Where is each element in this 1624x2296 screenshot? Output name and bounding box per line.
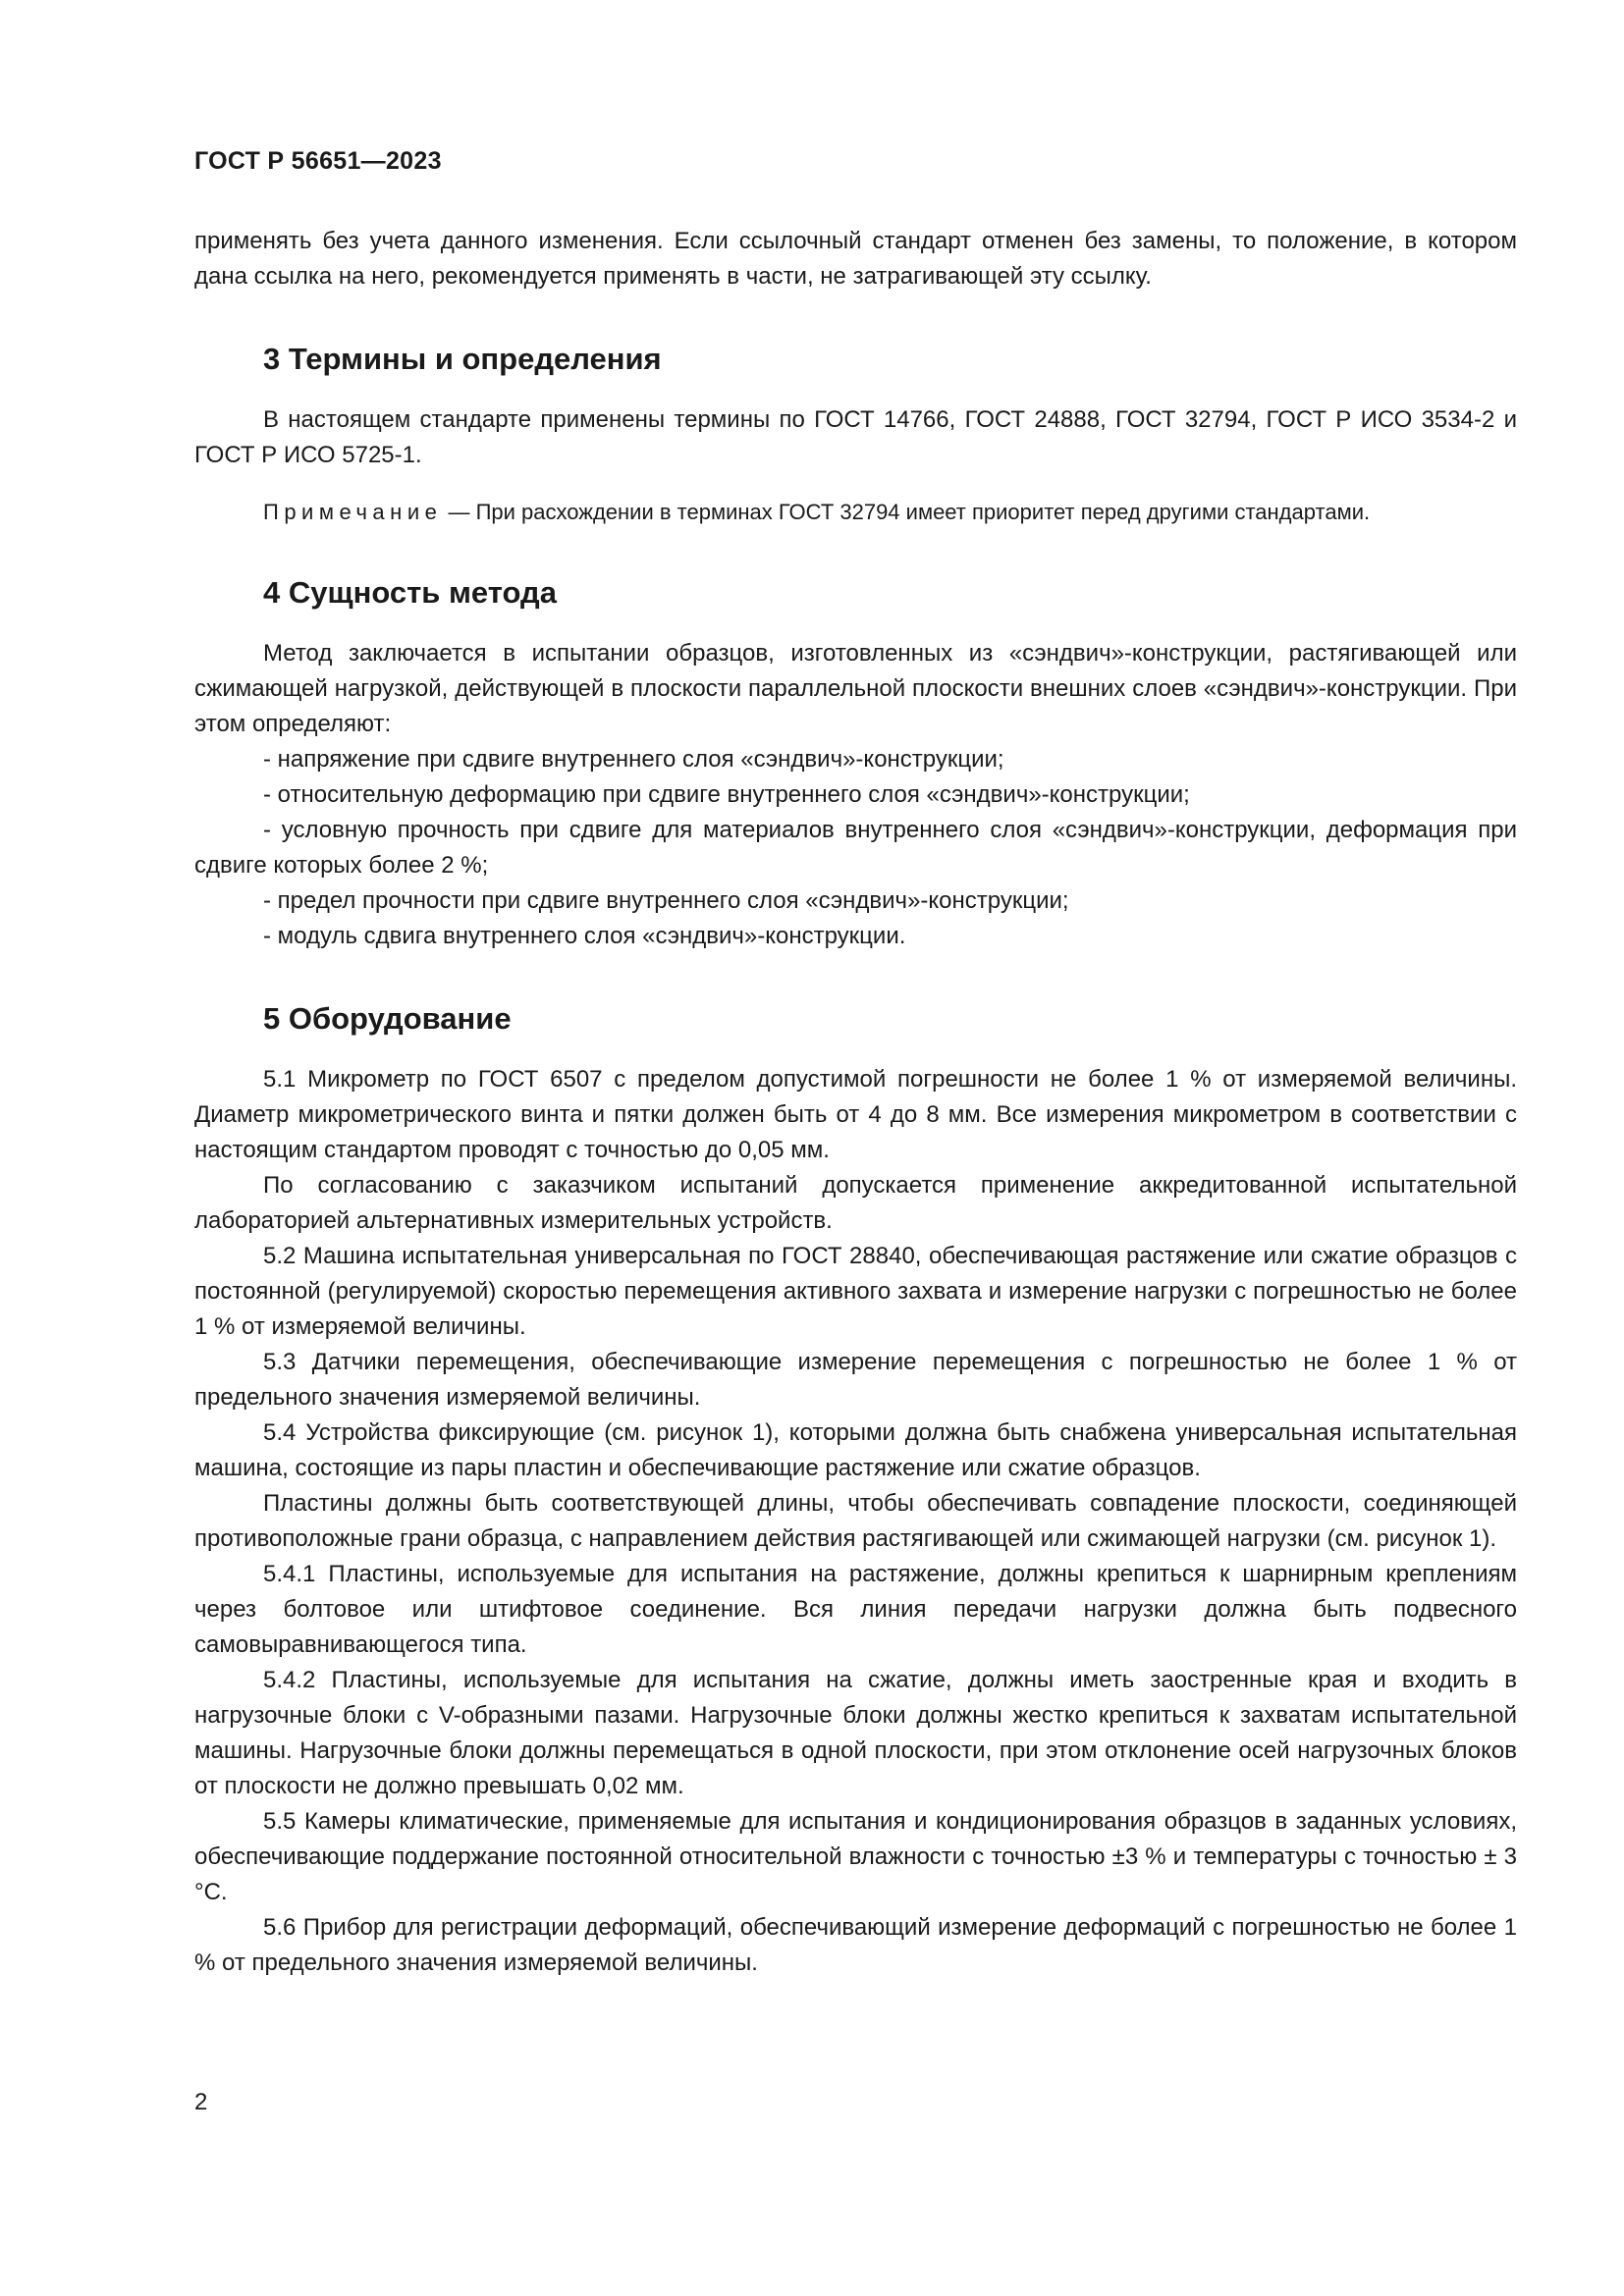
section-4-list-item: - относительную деформацию при сдвиге внутреннего слоя «сэндвич»-конструкции; — [263, 781, 1190, 808]
intro-paragraph: применять без учета данного изменения. Если ссылочный стандарт отменен без замены, то положение, в котором дана ссылка на него, рекомендуется применять в части, не затрагивающей эту ссылку. — [194, 228, 1517, 290]
section-5-4-plates-paragraph: Пластины должны быть соответствующей длины, чтобы обеспечивать совпадение плоскости, соединяющей противоположные грани образца, с направлением действия растягивающей или сжимающей нагрузки (см. рисунок 1). — [194, 1490, 1517, 1552]
document-body — [194, 224, 1517, 1981]
section-5-2-paragraph: 5.2 Машина испытательная универсальная по ГОСТ 28840, обеспечивающая растяжение или сжатие образцов с постоянной (регулируемой) скоростью перемещения активного захвата и измерение нагрузки с погрешностью не более 1 % от измеряемой величины. — [194, 1243, 1517, 1340]
section-5-5-paragraph: 5.5 Камеры климатические, применяемые для испытания и кондиционирования образцов в заданных условиях, обеспечивающие поддержание постоянной относительной влажности с точностью ±3 % и температуры с точностью ± 3 °C. — [194, 1808, 1517, 1905]
section-5-6-paragraph: 5.6 Прибор для регистрации деформаций, обеспечивающий измерение деформаций с погрешностью не более 1 % от предельного значения измеряемой величины. — [194, 1914, 1517, 1976]
section-3-title: 3 Термины и определения — [263, 342, 662, 376]
section-5-1-paragraph: 5.1 Микрометр по ГОСТ 6507 с пределом допустимой погрешности не более 1 % от измеряемой величины. Диаметр микрометрического винта и пятки должен быть от 4 до 8 мм. Все измерения микрометром в соответствии с настоящим стандартом проводят с точностью до 0,05 мм. — [194, 1066, 1517, 1163]
section-4-title: 4 Сущность метода — [263, 575, 557, 610]
section-3-note — [194, 497, 1517, 528]
section-5-title: 5 Оборудование — [263, 1001, 512, 1036]
document-header: ГОСТ Р 56651—2023 — [194, 147, 442, 175]
section-3-paragraph: В настоящем стандарте применены термины по ГОСТ 14766, ГОСТ 24888, ГОСТ 32794, ГОСТ Р ИСО 3534-2 и ГОСТ Р ИСО 5725-1. — [194, 406, 1517, 468]
note-text: — При расхождении в терминах ГОСТ 32794 имеет приоритет перед другими стандартами. — [442, 500, 1371, 524]
section-4-list-item: - модуль сдвига внутреннего слоя «сэндвич»-конструкции. — [263, 923, 906, 949]
page-number: 2 — [194, 2089, 208, 2115]
section-4-paragraph: Метод заключается в испытании образцов, изготовленных из «сэндвич»-конструкции, растягивающей или сжимающей нагрузкой, действующей в плоскости параллельной плоскости внешних слоев «сэндвич»-конструкции. При этом определяют: — [194, 640, 1517, 737]
section-5-4-2-paragraph: 5.4.2 Пластины, используемые для испытания на сжатие, должны иметь заостренные края и входить в нагрузочные блоки с V-образными пазами. Нагрузочные блоки должны жестко крепиться к захватам испытательной машины. Нагрузочные блоки должны перемещаться в одной плоскости, при этом отклонение осей нагрузочных блоков от плоскости не должно превышать 0,02 мм. — [194, 1667, 1517, 1799]
section-4-list-item: - напряжение при сдвиге внутреннего слоя «сэндвич»-конструкции; — [263, 746, 1004, 773]
section-5-4-1-paragraph: 5.4.1 Пластины, используемые для испытания на растяжение, должны крепиться к шарнирным креплениям через болтовое или штифтовое соединение. Вся линия передачи нагрузки должна быть подвесного самовыравнивающегося типа. — [194, 1561, 1517, 1658]
section-5-1-note-paragraph: По согласованию с заказчиком испытаний допускается применение аккредитованной испытательной лабораторией альтернативных измерительных устройств. — [194, 1172, 1517, 1234]
section-5-3-paragraph: 5.3 Датчики перемещения, обеспечивающие измерение перемещения с погрешностью не более 1 % от предельного значения измеряемой величины. — [194, 1349, 1517, 1411]
section-5-4-paragraph: 5.4 Устройства фиксирующие (см. рисунок 1), которыми должна быть снабжена универсальная испытательная машина, состоящие из пары пластин и обеспечивающие растяжение или сжатие образцов. — [194, 1419, 1517, 1481]
note-label: Примечание — [263, 500, 443, 524]
section-4-list-item: - условную прочность при сдвиге для материалов внутреннего слоя «сэндвич»-конструкции, деформация при сдвиге которых более 2 %; — [194, 817, 1517, 879]
section-4-list-item: - предел прочности при сдвиге внутреннего слоя «сэндвич»-конструкции; — [263, 887, 1069, 914]
